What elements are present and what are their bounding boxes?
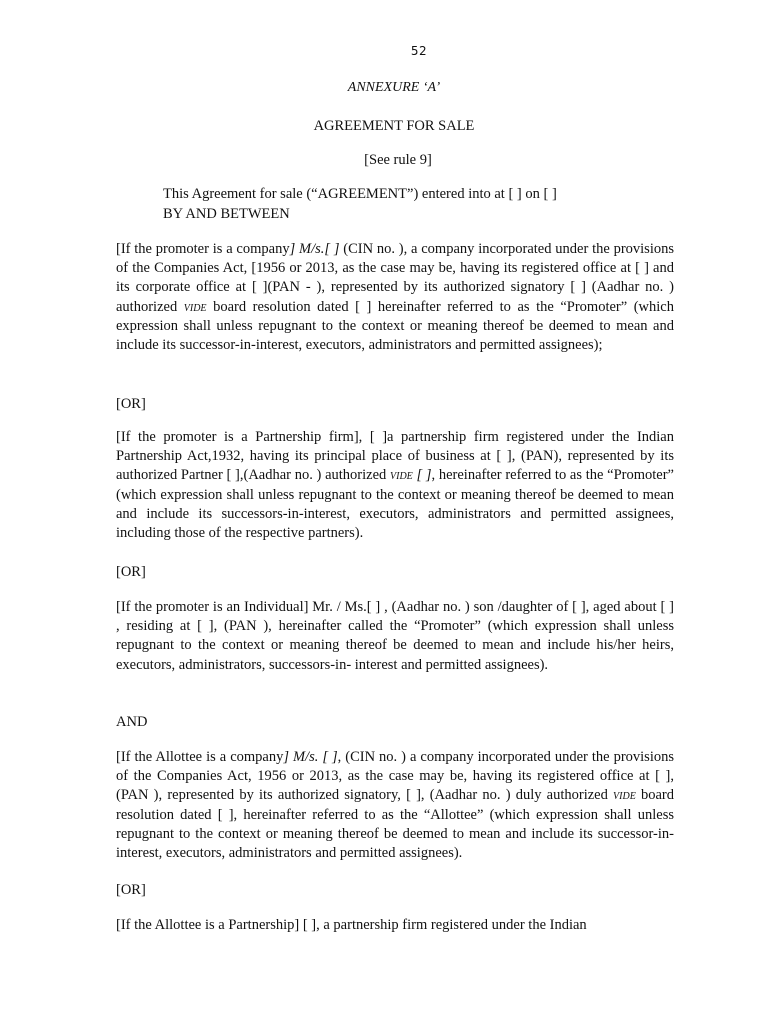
p1-text-b: ] M/s.[ ] — [289, 241, 340, 257]
paragraph-promoter-partnership — [116, 428, 674, 543]
p1-vide: vide — [183, 298, 207, 315]
paragraph-allottee-company — [116, 748, 674, 863]
paragraph-promoter-company — [116, 240, 674, 355]
p2-text-c: , hereinafter referred to as the “Promoter” (which expression shall unless repugnant to the context or meaning thereof be deemed to mean and include its successors-in-interest, executors, administrators and permitted assignees, including those of the respective partners). — [116, 467, 674, 542]
paragraph-promoter-individual: [If the promoter is an Individual] Mr. / Ms.[ ] , (Aadhar no. ) son /daughter of [ ], aged about [ ] , residing at [ ], (PAN ), hereinafter called the “Promoter” (which expression shall unless repugnant to the context or meaning thereof be deemed to mean and include his/her heirs, executors, administrators, successors-in- interest and permitted assignees). — [116, 599, 674, 673]
p1-text-d: board resolution dated [ ] hereinafter referred to as the “Promoter” (which expression shall unless repugnant to the context or meaning thereof be deemed to mean and include its successor-in-interest, executors, administrators and permitted assignees); — [116, 298, 674, 354]
intro-line-agreement: This Agreement for sale (“AGREEMENT”) entered into at [ ] on [ ] — [163, 186, 557, 202]
page-number: 52 — [410, 44, 428, 58]
intro-block — [163, 185, 557, 224]
document-title: AGREEMENT FOR SALE — [313, 118, 475, 134]
p2-text-b: [ ] — [412, 467, 432, 484]
p4-text-b: ] M/s. [ ] — [283, 749, 338, 765]
annexure-heading: ANNEXURE ‘A’ — [347, 80, 441, 95]
or-separator-3: [OR] — [116, 882, 146, 898]
and-separator: AND — [116, 714, 148, 730]
p2-text-a: [If the promoter is a Partnership firm], [ ]a partnership firm registered under the Indian Partnership Act,1932, having its principal place of business at [ ], (PAN), represented by its authorized Partner [ ],(Aadhar no. ) authorized — [116, 429, 674, 484]
or-separator-1: [OR] — [116, 396, 146, 412]
intro-line-between: BY AND BETWEEN — [163, 205, 290, 222]
paragraph-allottee-partnership: [If the Allottee is a Partnership] [ ], a partnership firm registered under the Indian — [116, 917, 587, 933]
p1-text-a: [If the promoter is a company — [116, 241, 290, 257]
p1-text-c: (CIN no. ), a company incorporated under the provisions of the Companies Act, [1956 or 2013, as the case may be, having its registered office at [ ] and its corporate office at [ ](PAN - ), represented by its authorized signatory [ ] (Aadhar no. ) authorized — [116, 241, 674, 315]
p4-text-d: board resolution dated [ ], hereinafter referred to as the “Allottee” (which expression shall unless repugnant to the context or meaning thereof be deemed to mean and include its successor-in-interest, executors, administrators and permitted assignees). — [116, 787, 675, 862]
p4-text-a: [If the Allottee is a company — [116, 749, 284, 765]
p4-vide: vide — [613, 787, 636, 804]
p2-vide: vide — [390, 467, 413, 484]
or-separator-2: [OR] — [116, 564, 146, 580]
rule-reference: [See rule 9] — [364, 152, 432, 168]
p4-text-c: , (CIN no. ) a company incorporated under the provisions of the Companies Act, 1956 or 2013, as the case may be, having its registered office at [ ], (PAN ), represented by its authorized signatory, [ ], (Aadhar no. ) duly authorized — [116, 749, 674, 804]
